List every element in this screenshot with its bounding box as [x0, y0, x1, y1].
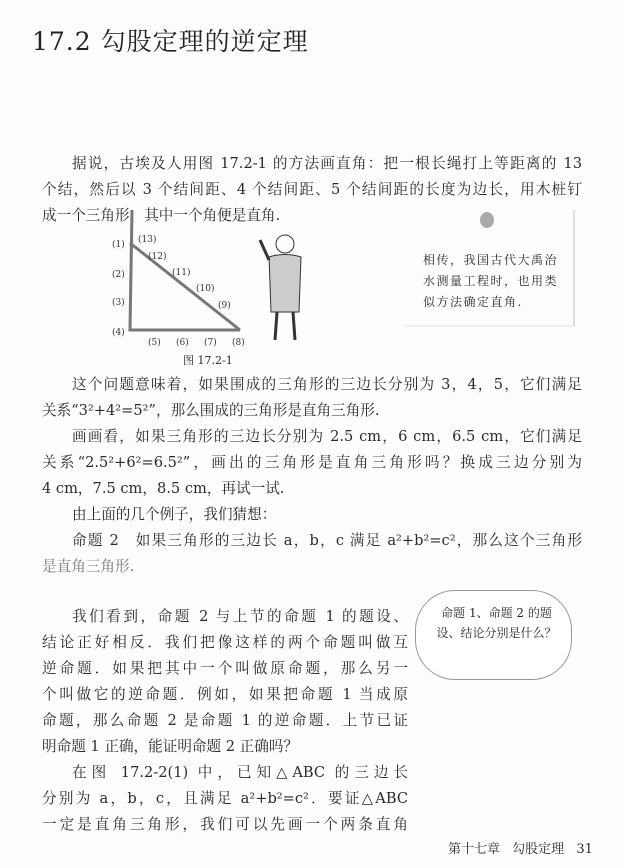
egyptian-figure-illustration	[255, 232, 315, 347]
knot-label: (4)	[112, 328, 125, 338]
paragraph-line: 据说，古埃及人用图 17.2-1 的方法画直角：把一根长绳打上等距离的 13	[72, 155, 582, 172]
paragraph-line: 关系“3²+4²=5²”，那么围成的三角形是直角三角形.	[42, 402, 380, 419]
paragraph-line: 关系“2.5²+6²=6.5²”，画出的三角形是直角三角形吗？换成三边分别为	[42, 454, 582, 471]
knot-label: (9)	[218, 301, 231, 311]
knot-label: (12)	[148, 252, 167, 262]
knot-label: (1)	[112, 240, 125, 250]
side-note-text: 相传，我国古代大禹治水测量工程时，也用类似方法确定直角.	[423, 253, 559, 309]
paragraph-line: 个结，然后以 3 个结间距、4 个结间距、5 个结间距的长度为边长，用木桩钉	[42, 181, 582, 198]
footer-section: 勾股定理	[512, 842, 565, 857]
paragraph-line: 分别为 a，b，c，且满足 a²+b²=c²．要证△ABC	[42, 790, 408, 807]
knot-label: (13)	[138, 235, 157, 245]
paragraph-line: 成一个三角形，其中一个角便是直角.	[42, 207, 281, 224]
knot-label: (3)	[112, 298, 125, 308]
figure-caption: 图 17.2-1	[183, 354, 233, 367]
side-note	[405, 210, 575, 327]
knot-label: (8)	[232, 338, 245, 348]
page-number: 31	[576, 842, 593, 857]
paragraph-line: 明命题 1 正确，能证明命题 2 正确吗？	[42, 738, 299, 755]
paragraph-line: 命题，那么命题 2 是命题 1 的逆命题．上节已证	[42, 712, 408, 729]
proposition-2: 命题 2 如果三角形的三边长 a，b，c 满足 a²+b²=c²，那么这个三角形	[72, 532, 582, 549]
paragraph-line: 结论正好相反．我们把像这样的两个命题叫做互	[42, 634, 408, 651]
paragraph-line: 逆命题．如果把其中一个叫做原命题，那么另一	[42, 660, 408, 677]
paragraph-line: 4 cm，7.5 cm，8.5 cm，再试一试.	[42, 480, 285, 497]
proposition-2-cont: 是直角三角形.	[42, 558, 135, 575]
knot-label: (2)	[112, 270, 125, 280]
knot-label: (5)	[148, 338, 161, 348]
paragraph-line: 个叫做它的逆命题．例如，如果把命题 1 当成原	[42, 686, 408, 703]
knot-label: (11)	[172, 268, 191, 278]
page-footer	[448, 838, 601, 857]
knot-label: (10)	[196, 284, 215, 294]
knot-label: (6)	[176, 338, 189, 348]
paragraph-line: 这个问题意味着，如果围成的三角形的三边长分别为 3，4，5，它们满足	[72, 376, 582, 393]
paragraph-line: 一定是直角三角形，我们可以先画一个两条直角	[42, 816, 408, 833]
paragraph-line: 我们看到，命题 2 与上节的命题 1 的题设、	[72, 608, 408, 625]
footer-chapter: 第十七章	[448, 842, 501, 857]
pin-icon	[480, 212, 494, 228]
paragraph-line: 由上面的几个例子，我们猜想：	[72, 506, 277, 523]
thought-bubble-text: 命题 1、命题 2 的题设、结论分别是什么？	[436, 606, 557, 640]
thought-bubble	[415, 590, 572, 680]
paragraph-line: 在图 17.2-2(1) 中，已知△ABC 的三边长	[72, 764, 408, 781]
section-title: 17.2 勾股定理的逆定理	[32, 27, 309, 56]
knot-label: (7)	[204, 338, 217, 348]
paragraph-line: 画画看，如果三角形的三边长分别为 2.5 cm，6 cm，6.5 cm，它们满足	[72, 428, 582, 445]
